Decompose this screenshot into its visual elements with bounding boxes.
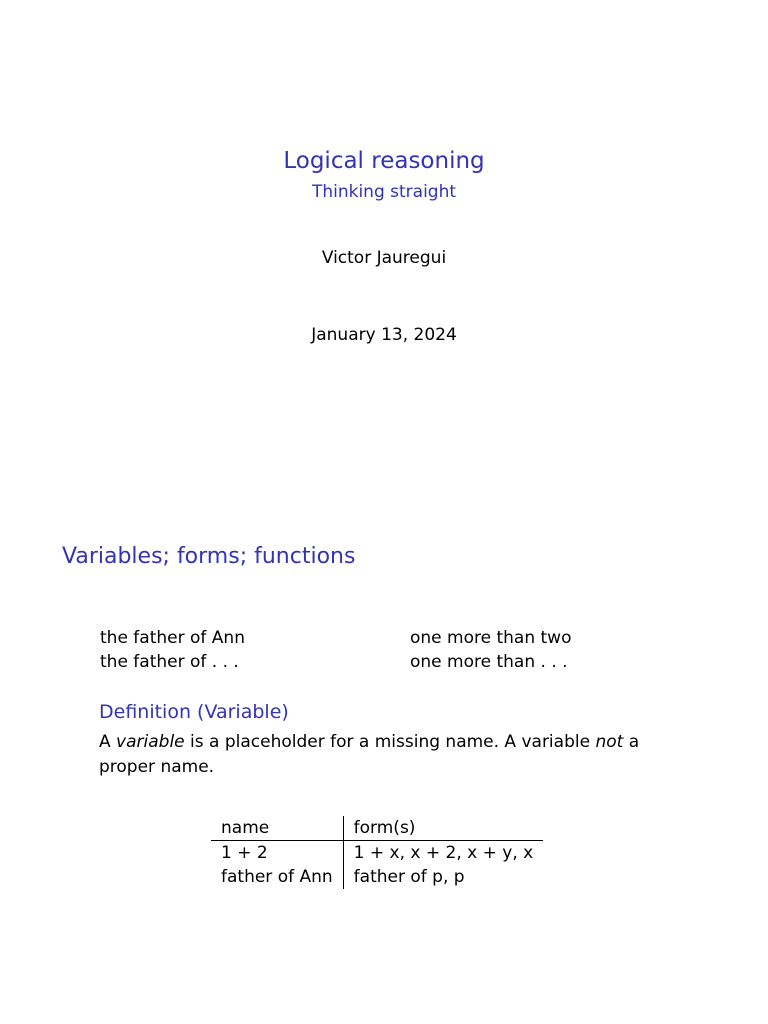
example-left-1: the father of Ann [100,628,245,648]
presentation-subtitle: Thinking straight [311,182,457,202]
definition-body: A variable is a placeholder for a missing name. A variable not a proper name. [99,732,640,777]
table-cell-name: father of Ann [211,865,343,889]
example-right-1: one more than two [410,628,572,648]
table-header-forms: form(s) [343,816,543,841]
table-header-row [211,816,543,841]
table-cell-forms: 1 + x, x + 2, x + y, x [353,843,534,863]
definition-term: variable [116,732,185,752]
definition-title: Definition (Variable) [99,701,289,723]
table-cell-forms: father of p, p [353,867,465,887]
table-row [211,841,543,866]
name-forms-table [211,816,543,889]
example-left-2: the father of . . . [100,652,239,672]
definition-emphasis: not [595,732,624,752]
table-row [211,865,543,889]
table-cell-name: 1 + 2 [211,841,343,866]
presentation-author: Victor Jauregui [321,248,447,268]
example-right-2: one more than . . . [410,652,568,672]
presentation-date: January 13, 2024 [311,325,457,345]
table-header-name: name [211,816,343,841]
slide-variables [0,512,768,1024]
presentation-title: Logical reasoning [283,148,485,174]
frame-title: Variables; forms; functions [62,544,356,569]
